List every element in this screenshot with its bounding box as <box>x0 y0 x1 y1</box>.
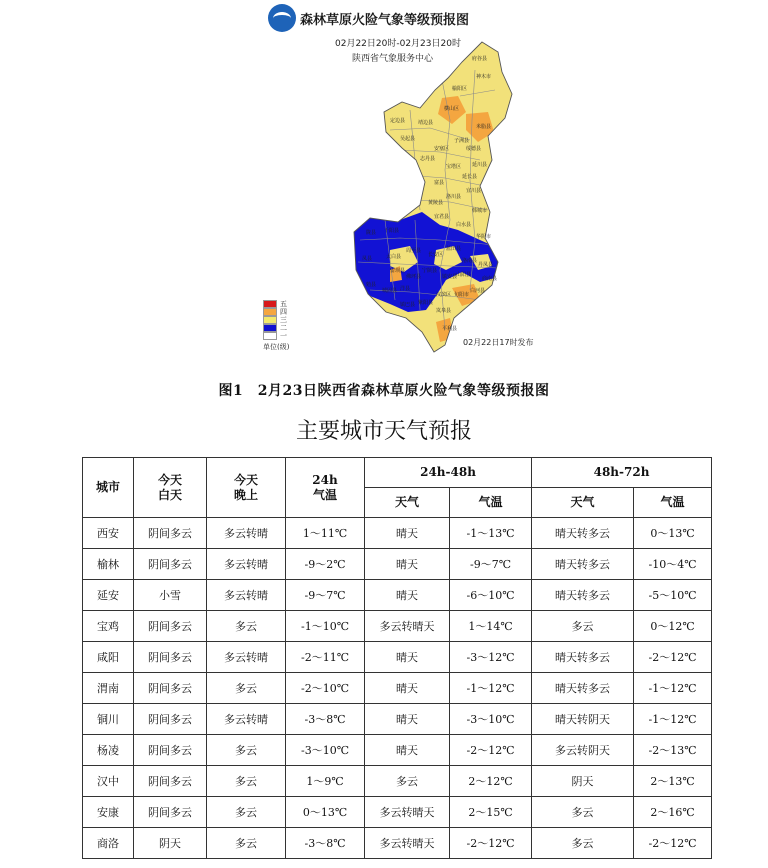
cell-weather48: 多云 <box>365 766 450 797</box>
cell-temp72: -5～10℃ <box>634 580 712 611</box>
district-label: 吴起县 <box>400 136 416 142</box>
cell-day: 阴间多云 <box>134 704 207 735</box>
district-label: 汉滨区 <box>436 292 452 298</box>
cell-weather72: 多云 <box>532 797 634 828</box>
district-label: 镇安县 <box>442 274 458 280</box>
cell-city: 汉中 <box>83 766 134 797</box>
cell-temp48: 2～15℃ <box>450 797 532 828</box>
cell-night: 多云 <box>207 735 286 766</box>
cell-city: 榆林 <box>83 549 134 580</box>
district-label: 太白县 <box>386 254 402 260</box>
district-label: 榆阳区 <box>452 86 468 92</box>
header-weather-48: 天气 <box>365 488 450 518</box>
district-label: 子洲县 <box>454 138 470 144</box>
district-label: 镇巴县 <box>400 302 416 308</box>
legend-swatch-level-4 <box>263 308 277 316</box>
district-label: 绥德县 <box>466 146 482 152</box>
cell-weather72: 晴天转多云 <box>532 518 634 549</box>
cell-temp72: -2～13℃ <box>634 735 712 766</box>
district-label: 千阳县 <box>384 228 400 234</box>
cell-night: 多云 <box>207 611 286 642</box>
cell-temp72: -1～12℃ <box>634 673 712 704</box>
cell-temp72: 0～12℃ <box>634 611 712 642</box>
district-label: 岚皋县 <box>436 308 452 314</box>
cell-temp24: 0～13℃ <box>286 797 365 828</box>
cell-temp48: -9～7℃ <box>450 549 532 580</box>
cell-weather48: 晴天 <box>365 642 450 673</box>
cell-temp72: -2～12℃ <box>634 642 712 673</box>
district-label: 米脂县 <box>476 124 492 130</box>
table-row <box>83 549 712 580</box>
district-label: 白水县 <box>456 222 472 228</box>
cell-temp72: 2～13℃ <box>634 766 712 797</box>
cell-weather48: 晴天 <box>365 673 450 704</box>
cell-night: 多云转晴 <box>207 704 286 735</box>
cell-city: 咸阳 <box>83 642 134 673</box>
cell-day: 阴间多云 <box>134 549 207 580</box>
district-label: 靖边县 <box>418 120 434 126</box>
cell-city: 杨凌 <box>83 735 134 766</box>
header-24h-temp: 24h 气温 <box>286 458 365 518</box>
cell-temp72: 2～16℃ <box>634 797 712 828</box>
cell-night: 多云 <box>207 828 286 859</box>
figure-caption: 图1 2月23日陕西省森林草原火险气象等级预报图 <box>218 383 550 399</box>
district-label: 华阴市 <box>476 234 492 240</box>
cell-temp24: -9～2℃ <box>286 549 365 580</box>
table-row <box>83 580 712 611</box>
header-today-night: 今天 晚上 <box>207 458 286 518</box>
table-row <box>83 704 712 735</box>
header-24h-48h: 24h-48h <box>365 458 532 488</box>
cell-temp48: 1～14℃ <box>450 611 532 642</box>
cell-weather72: 多云 <box>532 828 634 859</box>
cell-weather48: 多云转晴天 <box>365 828 450 859</box>
cell-night: 多云转晴 <box>207 580 286 611</box>
district-label: 丹凤县 <box>478 262 494 268</box>
cell-temp72: 0～13℃ <box>634 518 712 549</box>
district-label: 旬阳市 <box>454 292 470 298</box>
table-row <box>83 828 712 859</box>
table-row <box>83 766 712 797</box>
cell-weather72: 多云转阴天 <box>532 735 634 766</box>
header-48h-72h: 48h-72h <box>532 458 712 488</box>
district-label: 平利县 <box>442 326 458 332</box>
legend-label-level-2: 二 <box>280 324 287 332</box>
district-label: 紫阳县 <box>418 300 434 306</box>
cell-night: 多云转晴 <box>207 518 286 549</box>
cell-city: 安康 <box>83 797 134 828</box>
legend-unit: 单位(级) <box>263 343 290 351</box>
district-label: 宁陕县 <box>422 268 438 274</box>
table-row <box>83 518 712 549</box>
district-label: 周至县 <box>406 248 422 254</box>
cell-weather72: 晴天转多云 <box>532 580 634 611</box>
cell-night: 多云 <box>207 766 286 797</box>
district-label: 神木市 <box>476 74 492 80</box>
table-title: 主要城市天气预报 <box>295 419 472 444</box>
header-city: 城市 <box>83 458 134 518</box>
cell-weather72: 晴天转多云 <box>532 549 634 580</box>
header-temp-72: 气温 <box>634 488 712 518</box>
cell-day: 阴间多云 <box>134 797 207 828</box>
cell-temp24: -3～8℃ <box>286 704 365 735</box>
district-label: 勉县 <box>366 282 377 288</box>
header-weather-72: 天气 <box>532 488 634 518</box>
cell-day: 阴间多云 <box>134 673 207 704</box>
cell-weather48: 晴天 <box>365 549 450 580</box>
cell-night: 多云转晴 <box>207 642 286 673</box>
legend-label-level-3: 三 <box>280 316 287 324</box>
district-label: 富县 <box>434 180 445 186</box>
cell-night: 多云 <box>207 797 286 828</box>
table-row <box>83 735 712 766</box>
district-label: 蓝田县 <box>446 246 462 252</box>
cell-temp24: 1～9℃ <box>286 766 365 797</box>
cell-weather72: 多云 <box>532 611 634 642</box>
header-temp-48: 气温 <box>450 488 532 518</box>
cell-day: 阴间多云 <box>134 518 207 549</box>
cell-city: 西安 <box>83 518 134 549</box>
table-row <box>83 797 712 828</box>
district-label: 陇县 <box>366 230 377 236</box>
table-row <box>83 642 712 673</box>
district-label: 横山区 <box>444 106 460 112</box>
legend-swatch-level-1 <box>263 332 277 340</box>
district-label: 黄陵县 <box>428 200 444 206</box>
cell-temp24: -1～10℃ <box>286 611 365 642</box>
cell-day: 阴间多云 <box>134 735 207 766</box>
cell-temp24: 1～11℃ <box>286 518 365 549</box>
district-label: 商南县 <box>482 276 498 282</box>
cell-weather72: 晴天转多云 <box>532 673 634 704</box>
district-label: 宜川县 <box>466 188 482 194</box>
cell-weather48: 晴天 <box>365 704 450 735</box>
cell-city: 宝鸡 <box>83 611 134 642</box>
district-label: 留坝县 <box>390 268 406 274</box>
legend-label-level-4: 四 <box>280 308 287 316</box>
district-label: 佛坪县 <box>406 274 422 280</box>
cell-temp72: -10～4℃ <box>634 549 712 580</box>
cell-temp48: -3～10℃ <box>450 704 532 735</box>
header-today-day: 今天 白天 <box>134 458 207 518</box>
cell-day: 阴间多云 <box>134 642 207 673</box>
cell-temp48: -1～12℃ <box>450 673 532 704</box>
cell-city: 商洛 <box>83 828 134 859</box>
cell-city: 渭南 <box>83 673 134 704</box>
cell-night: 多云 <box>207 673 286 704</box>
cell-day: 阴间多云 <box>134 766 207 797</box>
cell-weather72: 晴天转多云 <box>532 642 634 673</box>
district-label: 山阳县 <box>456 272 472 278</box>
cell-city: 铜川 <box>83 704 134 735</box>
cell-temp72: -2～12℃ <box>634 828 712 859</box>
district-label: 安塞区 <box>434 146 450 152</box>
cell-weather72: 晴天转阴天 <box>532 704 634 735</box>
cell-temp24: -2～11℃ <box>286 642 365 673</box>
cell-night: 多云转晴 <box>207 549 286 580</box>
cell-weather48: 多云转晴天 <box>365 797 450 828</box>
cell-temp24: -3～8℃ <box>286 828 365 859</box>
table-row <box>83 611 712 642</box>
district-label: 宜君县 <box>434 214 450 220</box>
cell-temp48: -6～10℃ <box>450 580 532 611</box>
map-title: 森林草原火险气象等级预报图 <box>300 12 470 28</box>
cell-temp24: -9～7℃ <box>286 580 365 611</box>
release-time: 02月22日17时发布 <box>463 338 534 347</box>
legend-label-level-5: 五 <box>280 300 287 308</box>
legend-label-level-1: 一 <box>280 332 287 340</box>
cell-day: 小雪 <box>134 580 207 611</box>
district-label: 延长县 <box>462 174 478 180</box>
legend-swatch-level-3 <box>263 316 277 324</box>
district-label: 定边县 <box>390 118 406 124</box>
cell-day: 阴天 <box>134 828 207 859</box>
cell-weather72: 阴天 <box>532 766 634 797</box>
cell-day: 阴间多云 <box>134 611 207 642</box>
cell-temp48: -2～12℃ <box>450 735 532 766</box>
cell-temp48: -1～13℃ <box>450 518 532 549</box>
table-row <box>83 673 712 704</box>
district-label: 洋县 <box>400 286 411 292</box>
cell-city: 延安 <box>83 580 134 611</box>
cell-weather48: 晴天 <box>365 518 450 549</box>
district-label: 城固县 <box>382 288 398 294</box>
map-time-range: 02月22日20时-02月23日20时 <box>335 39 461 49</box>
district-label: 府谷县 <box>472 56 488 62</box>
district-label: 白河县 <box>470 288 486 294</box>
cell-temp48: -3～12℃ <box>450 642 532 673</box>
district-label: 宝塔区 <box>446 164 462 170</box>
district-label: 韩城市 <box>472 208 488 214</box>
district-label: 延川县 <box>472 162 488 168</box>
cell-weather48: 晴天 <box>365 735 450 766</box>
district-label: 志丹县 <box>420 156 436 162</box>
legend-swatch-level-5 <box>263 300 277 308</box>
district-label: 凤县 <box>362 256 373 262</box>
cell-temp24: -2～10℃ <box>286 673 365 704</box>
district-label: 洛川县 <box>446 194 462 200</box>
district-label: 洛南县 <box>462 258 478 264</box>
legend-swatch-level-2 <box>263 324 277 332</box>
map-issuer: 陕西省气象服务中心 <box>352 54 434 64</box>
cell-temp48: 2～12℃ <box>450 766 532 797</box>
cell-weather48: 多云转晴天 <box>365 611 450 642</box>
city-forecast-table <box>82 457 712 859</box>
cell-temp48: -2～12℃ <box>450 828 532 859</box>
cell-weather48: 晴天 <box>365 580 450 611</box>
cell-temp72: -1～12℃ <box>634 704 712 735</box>
district-label: 长安区 <box>428 252 444 258</box>
cell-temp24: -3～10℃ <box>286 735 365 766</box>
